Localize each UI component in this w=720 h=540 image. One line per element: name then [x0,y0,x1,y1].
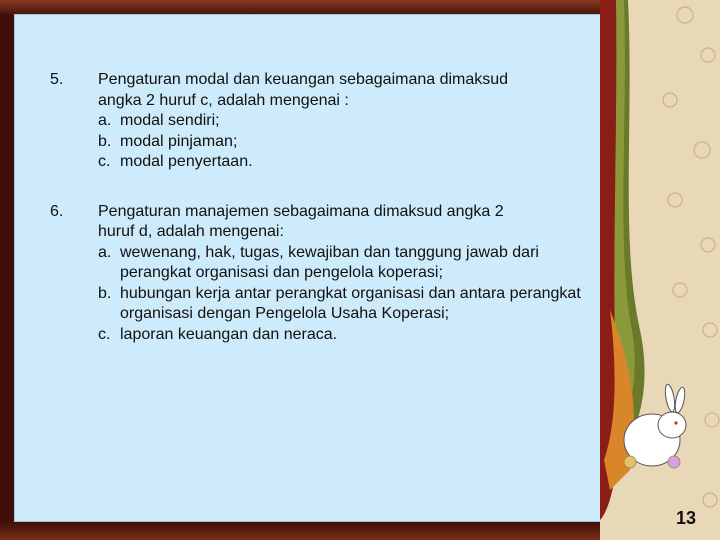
item-text-line: Pengaturan modal dan keuangan sebagaimana dimaksud [98,71,509,88]
sub-item-letter: c. [98,153,111,170]
item-number: 6. [50,202,64,220]
sub-item-text: modal penyertaan. [120,153,253,170]
sub-item-letter: a. [98,112,112,129]
frame-top-border [0,0,620,14]
frame-bottom-border [0,522,620,540]
page-number: 13 [676,508,697,528]
question-list [50,70,590,345]
sub-item-text: hubungan kerja antar perangkat organisasi dan antara perangkat organisasi dengan Pengelola Usaha Koperasi; [120,284,581,322]
item-text-line: huruf d, adalah mengenai: [98,223,284,240]
curtain-rabbit-illustration [600,0,720,540]
item-body [98,70,590,173]
sub-item [98,243,590,284]
decorative-side-panel [600,0,720,540]
item-number: 5. [50,71,64,88]
list-item [50,70,590,173]
sub-item-letter: b. [98,132,112,150]
sub-item [98,325,590,346]
sub-item-letter: a. [98,243,112,261]
sub-item-letter: b. [98,284,112,302]
sub-item-text: modal pinjaman; [120,132,238,150]
item-text-line: Pengaturan manajemen sebagaimana dimaksud angka 2 [98,202,504,220]
sub-item-letter: c. [98,325,111,343]
sub-item-text: modal sendiri; [120,112,220,129]
sub-item-text: laporan keuangan dan neraca. [120,325,338,343]
sub-item [98,111,590,132]
item-body [98,202,590,346]
sub-item-text: wewenang, hak, tugas, kewajiban dan tanggung jawab dari perangkat organisasi dan pengelola koperasi; [120,243,539,281]
sub-item [98,132,590,153]
sub-item [98,284,590,325]
list-item [50,202,590,346]
item-text-line: angka 2 huruf c, adalah mengenai : [98,91,349,109]
sub-item [98,152,590,173]
